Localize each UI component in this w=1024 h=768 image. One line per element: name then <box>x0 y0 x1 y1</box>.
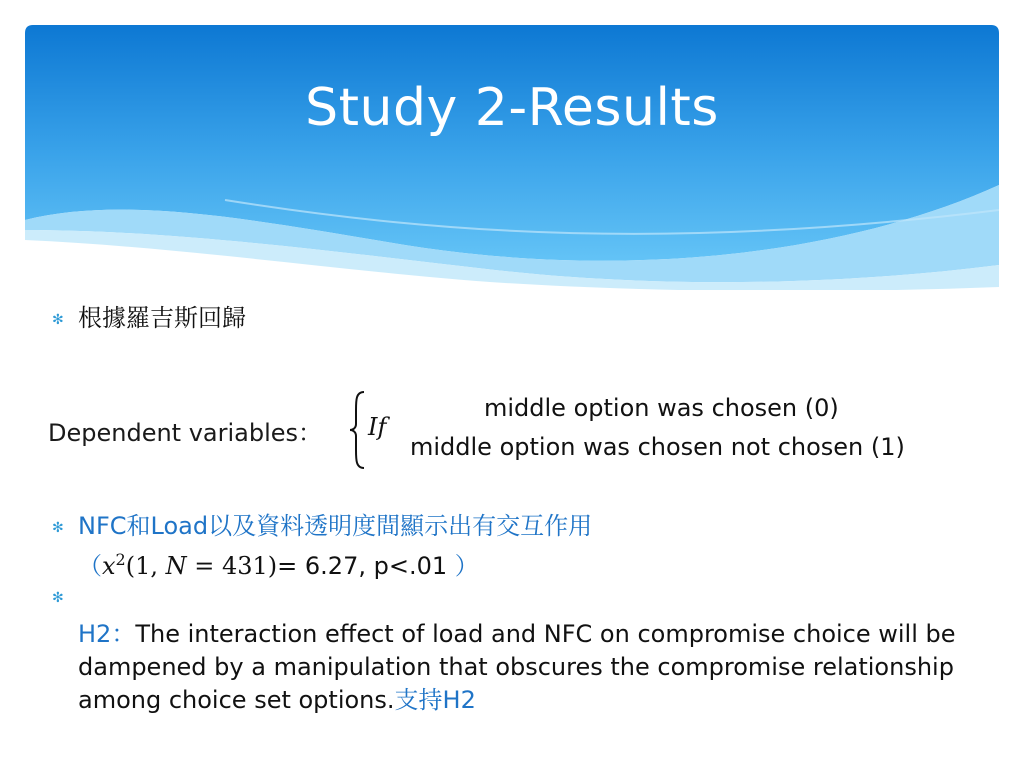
chi-symbol: x <box>102 552 116 580</box>
test-result: = 6.27, p<.01 <box>277 552 455 580</box>
bullet-1-text: 根據羅吉斯回歸 <box>78 304 246 332</box>
h2-support-label: 支持H2 <box>394 686 476 714</box>
banner-background <box>25 25 999 290</box>
title-banner <box>25 25 999 290</box>
paren-open: （ <box>78 552 102 580</box>
asterisk-bullet-icon: ✻ <box>52 590 64 606</box>
option-not-chosen-text: middle option was chosen not chosen (1) <box>410 433 905 461</box>
n-symbol: N <box>165 552 187 580</box>
df-text: (1, <box>125 552 166 580</box>
paren-close: ） <box>454 552 479 580</box>
hypothesis-paragraph <box>78 618 978 717</box>
interaction-finding-text: NFC和Load以及資料透明度間顯示出有交互作用 <box>78 512 593 540</box>
chi-exponent: 2 <box>115 550 126 569</box>
dependent-variables-block <box>48 390 1008 470</box>
bullet-2-line1 <box>78 510 592 543</box>
bullet-2-statistic <box>78 543 479 583</box>
left-brace-icon <box>348 390 368 470</box>
dependent-variables-label: Dependent variables： <box>48 419 323 447</box>
asterisk-bullet-icon: ✻ <box>52 520 64 536</box>
option-chosen-text: middle option was chosen (0) <box>484 394 839 422</box>
n-value: = 431) <box>186 552 278 580</box>
if-condition: If <box>368 413 387 441</box>
asterisk-bullet-icon: ✻ <box>52 312 64 328</box>
h2-text: The interaction effect of load and NFC on compromise choice will be dampened by a manipulation that obscures the compromise relationship among choice set options. <box>78 620 956 714</box>
slide-title: Study 2-Results <box>305 78 719 138</box>
h2-label: H2： <box>78 620 136 648</box>
